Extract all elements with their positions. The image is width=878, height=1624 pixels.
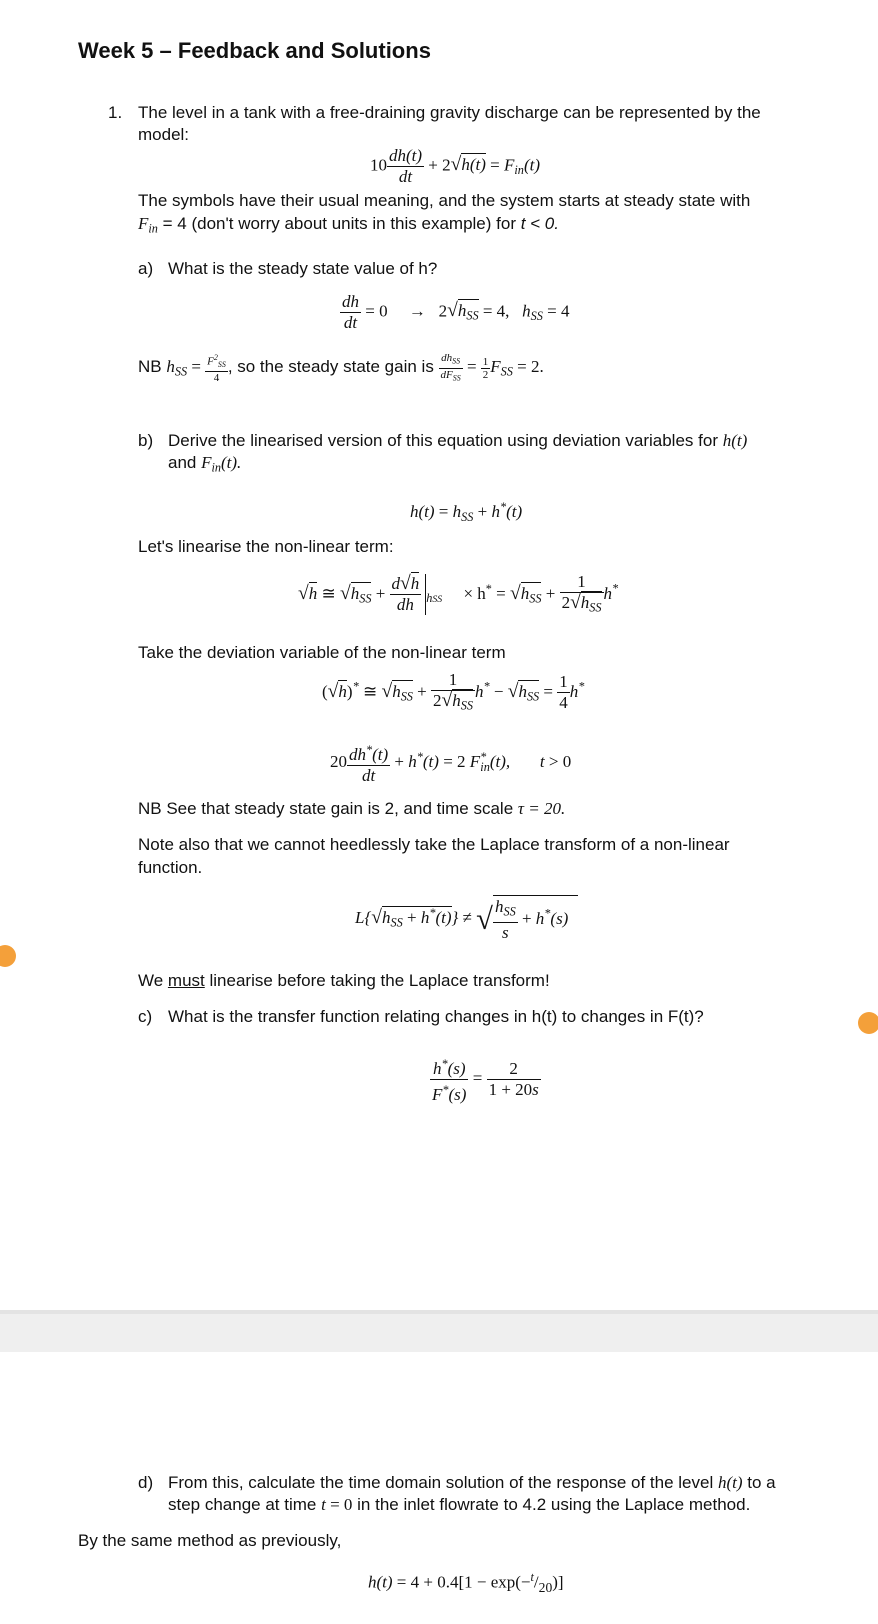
deviation-equation: $h(t) = h_{SS} + h^*(t)$ xyxy=(410,500,523,524)
must-pre: We xyxy=(138,971,168,990)
deviation-text: Take the deviation variable of the non-linear term xyxy=(138,643,506,662)
page-gap xyxy=(0,1310,878,1352)
deviation-nonlinear-equation: (√h)* ≅ $√h_{SS}$ + $\frac{1}{2√h_{SS}}$ $h^* - √h_{SS}$ = $\frac{1}{4}$ h* xyxy=(322,670,585,713)
part-b-label: b) xyxy=(138,431,154,450)
must-word: must xyxy=(167,971,205,990)
method-text: By the same method as previously, xyxy=(78,1531,342,1550)
part-d-question-line2: step change at time t = 0 in the inlet flowrate to 4.2 using the Laplace method. xyxy=(168,1495,751,1514)
transfer-function: $\frac{h^*(s)}{F^*(s)}$ = $\frac{2}{1 + 20s}$ xyxy=(430,1054,541,1105)
part-d-q1-pre: From this, calculate the time domain solution of the response of the level xyxy=(168,1473,718,1492)
part-b-question-line1: Derive the linearised version of this equation using deviation variables for h(t) xyxy=(168,431,748,450)
part-d-q1-post: to a xyxy=(742,1473,776,1492)
question-intro-line1: The level in a tank with a free-draining gravity discharge can be represented by the xyxy=(138,103,761,122)
solution-equation: $h(t) = 4 + 0.4[1 - \exp(-^t/_{20})]$ xyxy=(368,1570,564,1596)
symbols-line2-text: = 4 (don't worry about units in this example) for xyxy=(157,214,521,233)
part-d-question-line1: From this, calculate the time domain solution of the response of the level h(t) to a xyxy=(168,1473,776,1492)
part-c-question: What is the transfer function relating changes in h(t) to changes in F(t)? xyxy=(168,1007,704,1026)
orange-marker-right xyxy=(858,1012,878,1034)
part-b-question-text: Derive the linearised version of this equation using deviation variables for xyxy=(168,431,723,450)
part-a-question: What is the steady state value of h? xyxy=(168,259,438,278)
part-c-label: c) xyxy=(138,1007,153,1026)
nb-mid: , so the steady state gain is xyxy=(227,356,439,376)
part-a-nb: NB $h_{SS}$ = $\frac{F^2_{SS}}{4}$ , so the steady state gain is $\frac{dh_{SS}}{dF_{SS}}$ = $\frac{1}{2}$ $F_{SS} = 2$. xyxy=(138,352,544,385)
nb-gain xyxy=(138,798,565,820)
note-line1: Note also that we cannot heedlessly take the Laplace transform of a non-linear xyxy=(138,835,730,854)
part-b-question-and: and xyxy=(168,453,202,472)
symbols-line1: The symbols have their usual meaning, and the system starts at steady state with xyxy=(138,191,751,210)
part-b-question-line2: and $F_{in}(t)$. xyxy=(168,453,242,475)
page-2 xyxy=(0,1352,878,1624)
part-d-q2-post: in the inlet flowrate to 4.2 using the Laplace method. xyxy=(352,1495,751,1514)
question-number: 1. xyxy=(108,103,123,122)
laplace-inequality: $L\{√h_{SS} + h^*(t)\}$ ≠ √ $\frac{h_{SS}}{s}$ + h*(s) xyxy=(355,895,578,943)
question-intro-line2: model: xyxy=(138,125,190,144)
symbols-condition: t < 0. xyxy=(520,214,559,233)
nb-gain-eq: τ = 20. xyxy=(517,799,566,818)
model-equation: 10 $\frac{dh(t)}{dt}$ + $2√h(t) = F_{in}(t)$ xyxy=(370,146,540,186)
part-a-equation: $\frac{dh}{dt}$ = 0 → $2√h_{SS} = 4$, $h_{SS} = 4$ xyxy=(342,292,570,332)
must-linearise xyxy=(138,970,550,992)
part-a-label: a) xyxy=(138,259,154,278)
linearise-text: Let's linearise the non-linear term: xyxy=(138,537,394,556)
orange-marker-left xyxy=(0,945,16,967)
note-line2: function. xyxy=(138,858,203,877)
part-d-label: d) xyxy=(138,1473,154,1492)
taylor-equation: √h ≅ $√h_{SS}$ + $\frac{d√h}{dh}$ $_{hSS}$ × $h^* = √h_{SS}$ + $\frac{1}{2√h_{SS}}$ h* xyxy=(298,572,619,615)
linear-equation: 20 $\frac{dh^*(t)}{dt}$ + h*(t) = 2 $F^*_{in}(t)$, t > 0 xyxy=(330,740,571,786)
must-post: linearise before taking the Laplace transform! xyxy=(204,971,550,990)
nb-gain-text: NB See that steady state gain is 2, and time scale xyxy=(138,799,518,818)
nb-prefix: NB xyxy=(138,356,167,376)
part-d-q2-pre: step change at time xyxy=(168,1495,322,1514)
symbols-line2: $F_{in} = 4$ (don't worry about units in this example) for t < 0. xyxy=(138,214,559,236)
page-title: Week 5 – Feedback and Solutions xyxy=(78,38,431,63)
